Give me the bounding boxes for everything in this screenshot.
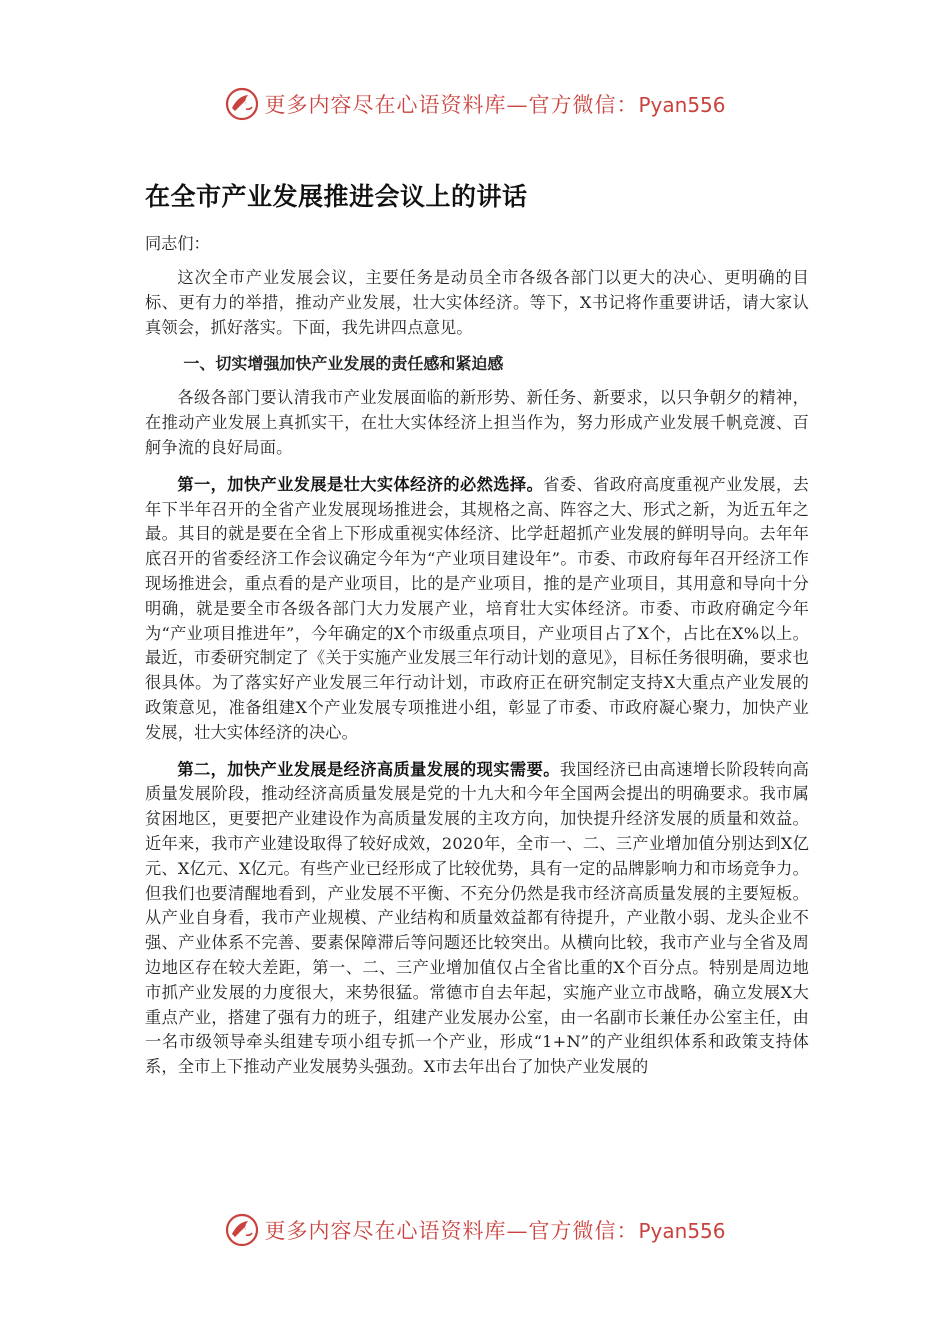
section-1-paragraph: 各级各部门要认清我市产业发展面临的新形势、新任务、新要求，以只争朝夕的精神，在推动产业发展上真抓实干，在壮大实体经济上担当作为，努力形成产业发展千帆竞渡、百舸争流的良好局面。 [145,388,809,457]
watermark-banner-bottom [0,1210,950,1250]
point-1-text: 省委、省政府高度重视产业发展，去年下半年召开的全省产业发展现场推进会，其规格之高、阵容之大、形式之新，为近五年之最。其目的就是要在全省上下形成重视实体经济、比学赶超抓产业发展的鲜明导向。去年年底召开的省委经济工作会议确定今年为“产业项目建设年”。市委、市政府每年召开经济工作现场推进会，重点看的是产业项目，比的是产业项目，推的是产业项目，其用意和导向十分明确，就是要全市各级各部门大力发展产业，培育壮大实体经济。市委、市政府确定今年为“产业项目推进年”，今年确定的X个市级重点项目，产业项目占了X个，占比在X%以上。最近，市委研究制定了《关于实施产业发展三年行动计划的意见》，目标任务很明确，要求也很具体。为了落实好产业发展三年行动计划，市政府正在研究制定支持X大重点产业发展的政策意见，准备组建X个产业发展专项推进小组，彰显了市委、市政府凝心聚力，加快产业发展，壮大实体经济的决心。 [145,474,810,742]
point-2-lead: 第二，加快产业发展是经济高质量发展的现实需要。 [177,759,560,779]
point-2-paragraph [145,758,809,1080]
banner-text: 更多内容尽在心语资料库—官方微信：Pyan556 [264,1219,726,1243]
watermark-banner-top [0,84,950,124]
document-body [145,176,809,1080]
point-1-lead: 第一，加快产业发展是壮大实体经济的必然选择。 [177,474,544,494]
greeting: 同志们： [145,234,210,253]
document-title: 在全市产业发展推进会议上的讲话 [145,182,528,211]
brand-logo-icon [224,1212,260,1248]
point-1-paragraph [145,473,809,746]
banner-text: 更多内容尽在心语资料库—官方微信：Pyan556 [264,93,726,117]
brand-logo-icon [224,86,260,122]
point-2-text: 我国经济已由高速增长阶段转向高质量发展阶段，推动经济高质量发展是党的十九大和今年全国两会提出的明确要求。我市属贫困地区，更要把产业建设作为高质量发展的主攻方向，加快提升经济发展的质量和效益。近年来，我市产业建设取得了较好成效，2020年，全市一、二、三产业增加值分别达到X亿元、X亿元、X亿元。有些产业已经形成了比较优势，具有一定的品牌影响力和市场竞争力。但我们也要清醒地看到，产业发展不平衡、不充分仍然是我市经济高质量发展的主要短板。从产业自身看，我市产业规模、产业结构和质量效益都有待提升，产业散小弱、龙头企业不强、产业体系不完善、要素保障滞后等问题还比较突出。从横向比较，我市产业与全省及周边地区存在较大差距，第一、二、三产业增加值仅占全省比重的X个百分点。特别是周边地市抓产业发展的力度很大，来势很猛。常德市自去年起，实施产业立市战略，确立发展X大重点产业，搭建了强有力的班子，组建产业发展办公室，由一名副市长兼任办公室主任，由一名市级领导牵头组建专项小组专抓一个产业，形成“1+N”的产业组织体系和政策支持体系，全市上下推动产业发展势头强劲。X市去年出台了加快产业发展的 [145,759,809,1077]
section-heading-1: 一、切实增强加快产业发展的责任感和紧迫感 [183,354,504,374]
intro-paragraph: 这次全市产业发展会议，主要任务是动员全市各级各部门以更大的决心、更明确的目标、更有力的举措，推动产业发展，壮大实体经济。等下，X书记将作重要讲话，请大家认真领会，抓好落实。下面，我先讲四点意见。 [145,268,809,337]
